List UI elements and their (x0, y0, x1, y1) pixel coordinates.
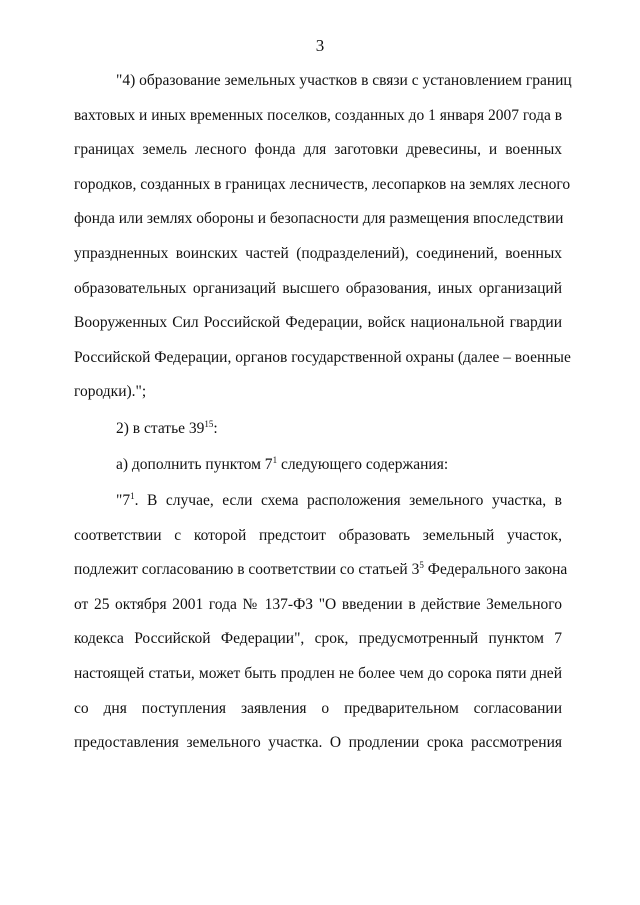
item-a-sup: 1 (272, 455, 278, 465)
paragraph-line: фонда или землях обороны и безопасности для размещения впоследствии (74, 210, 564, 228)
item-a-text-after: следующего содержания: (277, 456, 449, 473)
quote-paragraph (74, 64, 572, 410)
page-number: 3 (315, 36, 325, 55)
paragraph-line: от 25 октября 2001 года № 137-ФЗ "О введении в действие Земельного (74, 595, 562, 613)
paragraph-line: упраздненных воинских частей (подразделений), соединений, военных (74, 244, 562, 262)
item-2 (74, 412, 562, 447)
paragraph-line: городков, созданных в границах лесничеств, лесопарков на землях лесного (74, 175, 571, 193)
item-a-line (74, 448, 562, 483)
paragraph-line: образовательных организаций высшего образования, иных организаций (74, 279, 562, 297)
paragraph-line (74, 484, 562, 519)
item-a (74, 448, 562, 483)
paragraph-line: городки)."; (74, 383, 147, 401)
new-point-line1-sup: 1 (130, 491, 135, 501)
paragraph-line: Вооруженных Сил Российской Федерации, войск национальной гвардии (74, 314, 562, 332)
paragraph-line: "4) образование земельных участков в связи с установлением границ (116, 72, 572, 89)
new-point-line3-before: подлежит согласованию в соответствии со статьей 3 (74, 561, 420, 579)
item-2-sup: 15 (204, 419, 214, 429)
item-2-line (74, 412, 562, 447)
paragraph-line: соответствии с которой предстоит образовать земельный участок, (74, 526, 562, 544)
new-point-line1-after: . В случае, если схема расположения земельного участка, в (134, 492, 562, 509)
item-2-text: 2) в статье 39 (116, 420, 205, 437)
paragraph-line: настоящей статьи, может быть продлен не более чем до сорока пяти дней (74, 664, 562, 682)
new-point-line1-before: "7 (116, 492, 131, 509)
paragraph-line: Российской Федерации, органов государственной охраны (далее – военные (74, 348, 571, 366)
new-point-line3-sup: 5 (419, 560, 424, 571)
paragraph-line: предоставления земельного участка. О продлении срока рассмотрения (74, 734, 562, 752)
item-a-text-before: а) дополнить пунктом 7 (116, 456, 273, 473)
new-point-paragraph (74, 484, 568, 761)
paragraph-line: вахтовых и иных временных поселков, созданных до 1 января 2007 года в (74, 106, 563, 124)
paragraph-line: кодекса Российской Федерации", срок, предусмотренный пунктом 7 (74, 630, 562, 648)
new-point-line3-after: Федерального закона (423, 561, 568, 579)
item-2-tail: : (213, 420, 218, 437)
paragraph-line: со дня поступления заявления о предварительном согласовании (74, 699, 562, 717)
paragraph-line: границах земель лесного фонда для заготовки древесины, и военных (74, 141, 562, 159)
paragraph-line (74, 553, 568, 588)
